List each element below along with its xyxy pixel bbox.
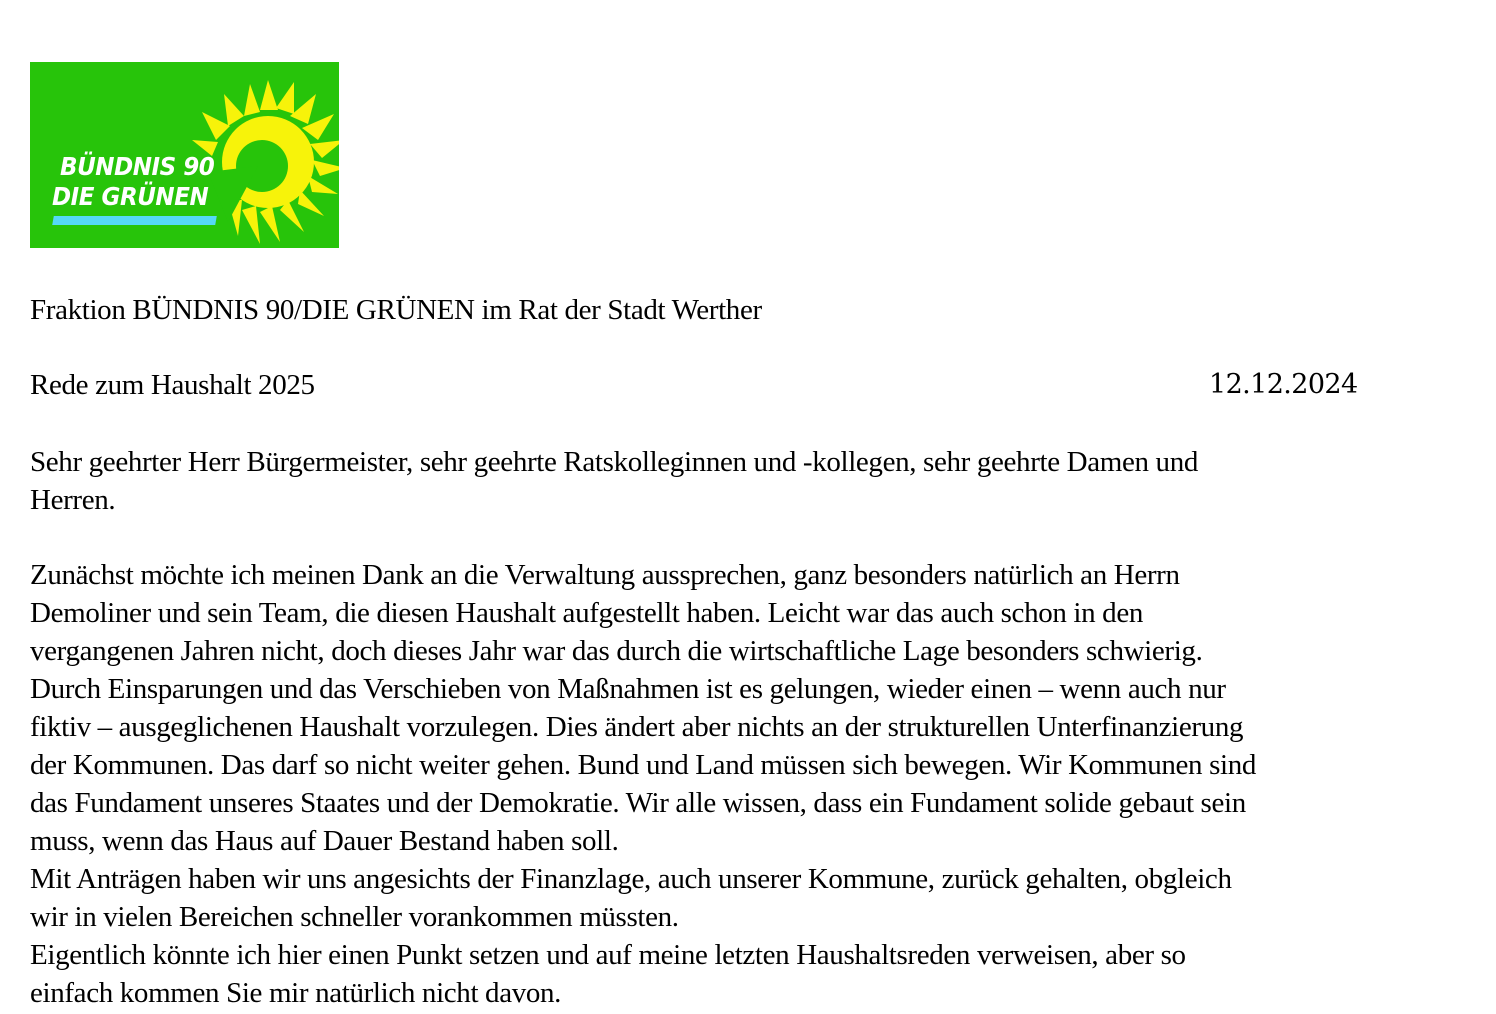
body-line: Zunächst möchte ich meinen Dank an die Verwaltung aussprechen, ganz besonders natürlich an Herrn — [30, 559, 1180, 591]
body-line: wir in vielen Bereichen schneller vorankommen müssten. — [30, 901, 679, 933]
document-date: 12.12.2024 — [1209, 369, 1358, 400]
body-line: das Fundament unseres Staates und der Demokratie. Wir alle wissen, dass ein Fundament solide gebaut sein — [30, 787, 1246, 819]
faction-heading: Fraktion BÜNDNIS 90/DIE GRÜNEN im Rat der Stadt Werther — [30, 294, 762, 326]
body-line: muss, wenn das Haus auf Dauer Bestand haben soll. — [30, 825, 619, 857]
body-line: Mit Anträgen haben wir uns angesichts der Finanzlage, auch unserer Kommune, zurück gehalten, obgleich — [30, 863, 1232, 895]
body-line: der Kommunen. Das darf so nicht weiter gehen. Bund und Land müssen sich bewegen. Wir Kommunen sind — [30, 749, 1257, 781]
greeting-line: Herren. — [30, 484, 116, 516]
body-line: vergangenen Jahren nicht, doch dieses Jahr war das durch die wirtschaftliche Lage besonders schwierig. — [30, 635, 1203, 667]
logo-text-line1: BÜNDNIS 90 — [60, 152, 215, 181]
greeting-paragraph — [30, 443, 1198, 519]
body-line: Demoliner und sein Team, die diesen Haushalt aufgestellt haben. Leicht war das auch schon in den — [30, 597, 1144, 629]
logo-text-line2: DIE GRÜNEN — [52, 182, 209, 211]
body-line: Durch Einsparungen und das Verschieben von Maßnahmen ist es gelungen, wieder einen – wenn auch nur — [30, 673, 1226, 705]
logo-underline-bar — [52, 216, 217, 225]
body-paragraph — [30, 556, 1256, 1012]
party-logo — [30, 62, 339, 248]
document-title: Rede zum Haushalt 2025 — [30, 369, 315, 401]
body-line: einfach kommen Sie mir natürlich nicht davon. — [30, 977, 562, 1009]
greeting-line: Sehr geehrter Herr Bürgermeister, sehr geehrte Ratskolleginnen und -kollegen, sehr geehrte Damen und — [30, 446, 1198, 478]
body-line: fiktiv – ausgeglichenen Haushalt vorzulegen. Dies ändert aber nichts an der strukturellen Unterfinanzierung — [30, 711, 1244, 743]
body-line: Eigentlich könnte ich hier einen Punkt setzen und auf meine letzten Haushaltsreden verweisen, aber so — [30, 939, 1186, 971]
